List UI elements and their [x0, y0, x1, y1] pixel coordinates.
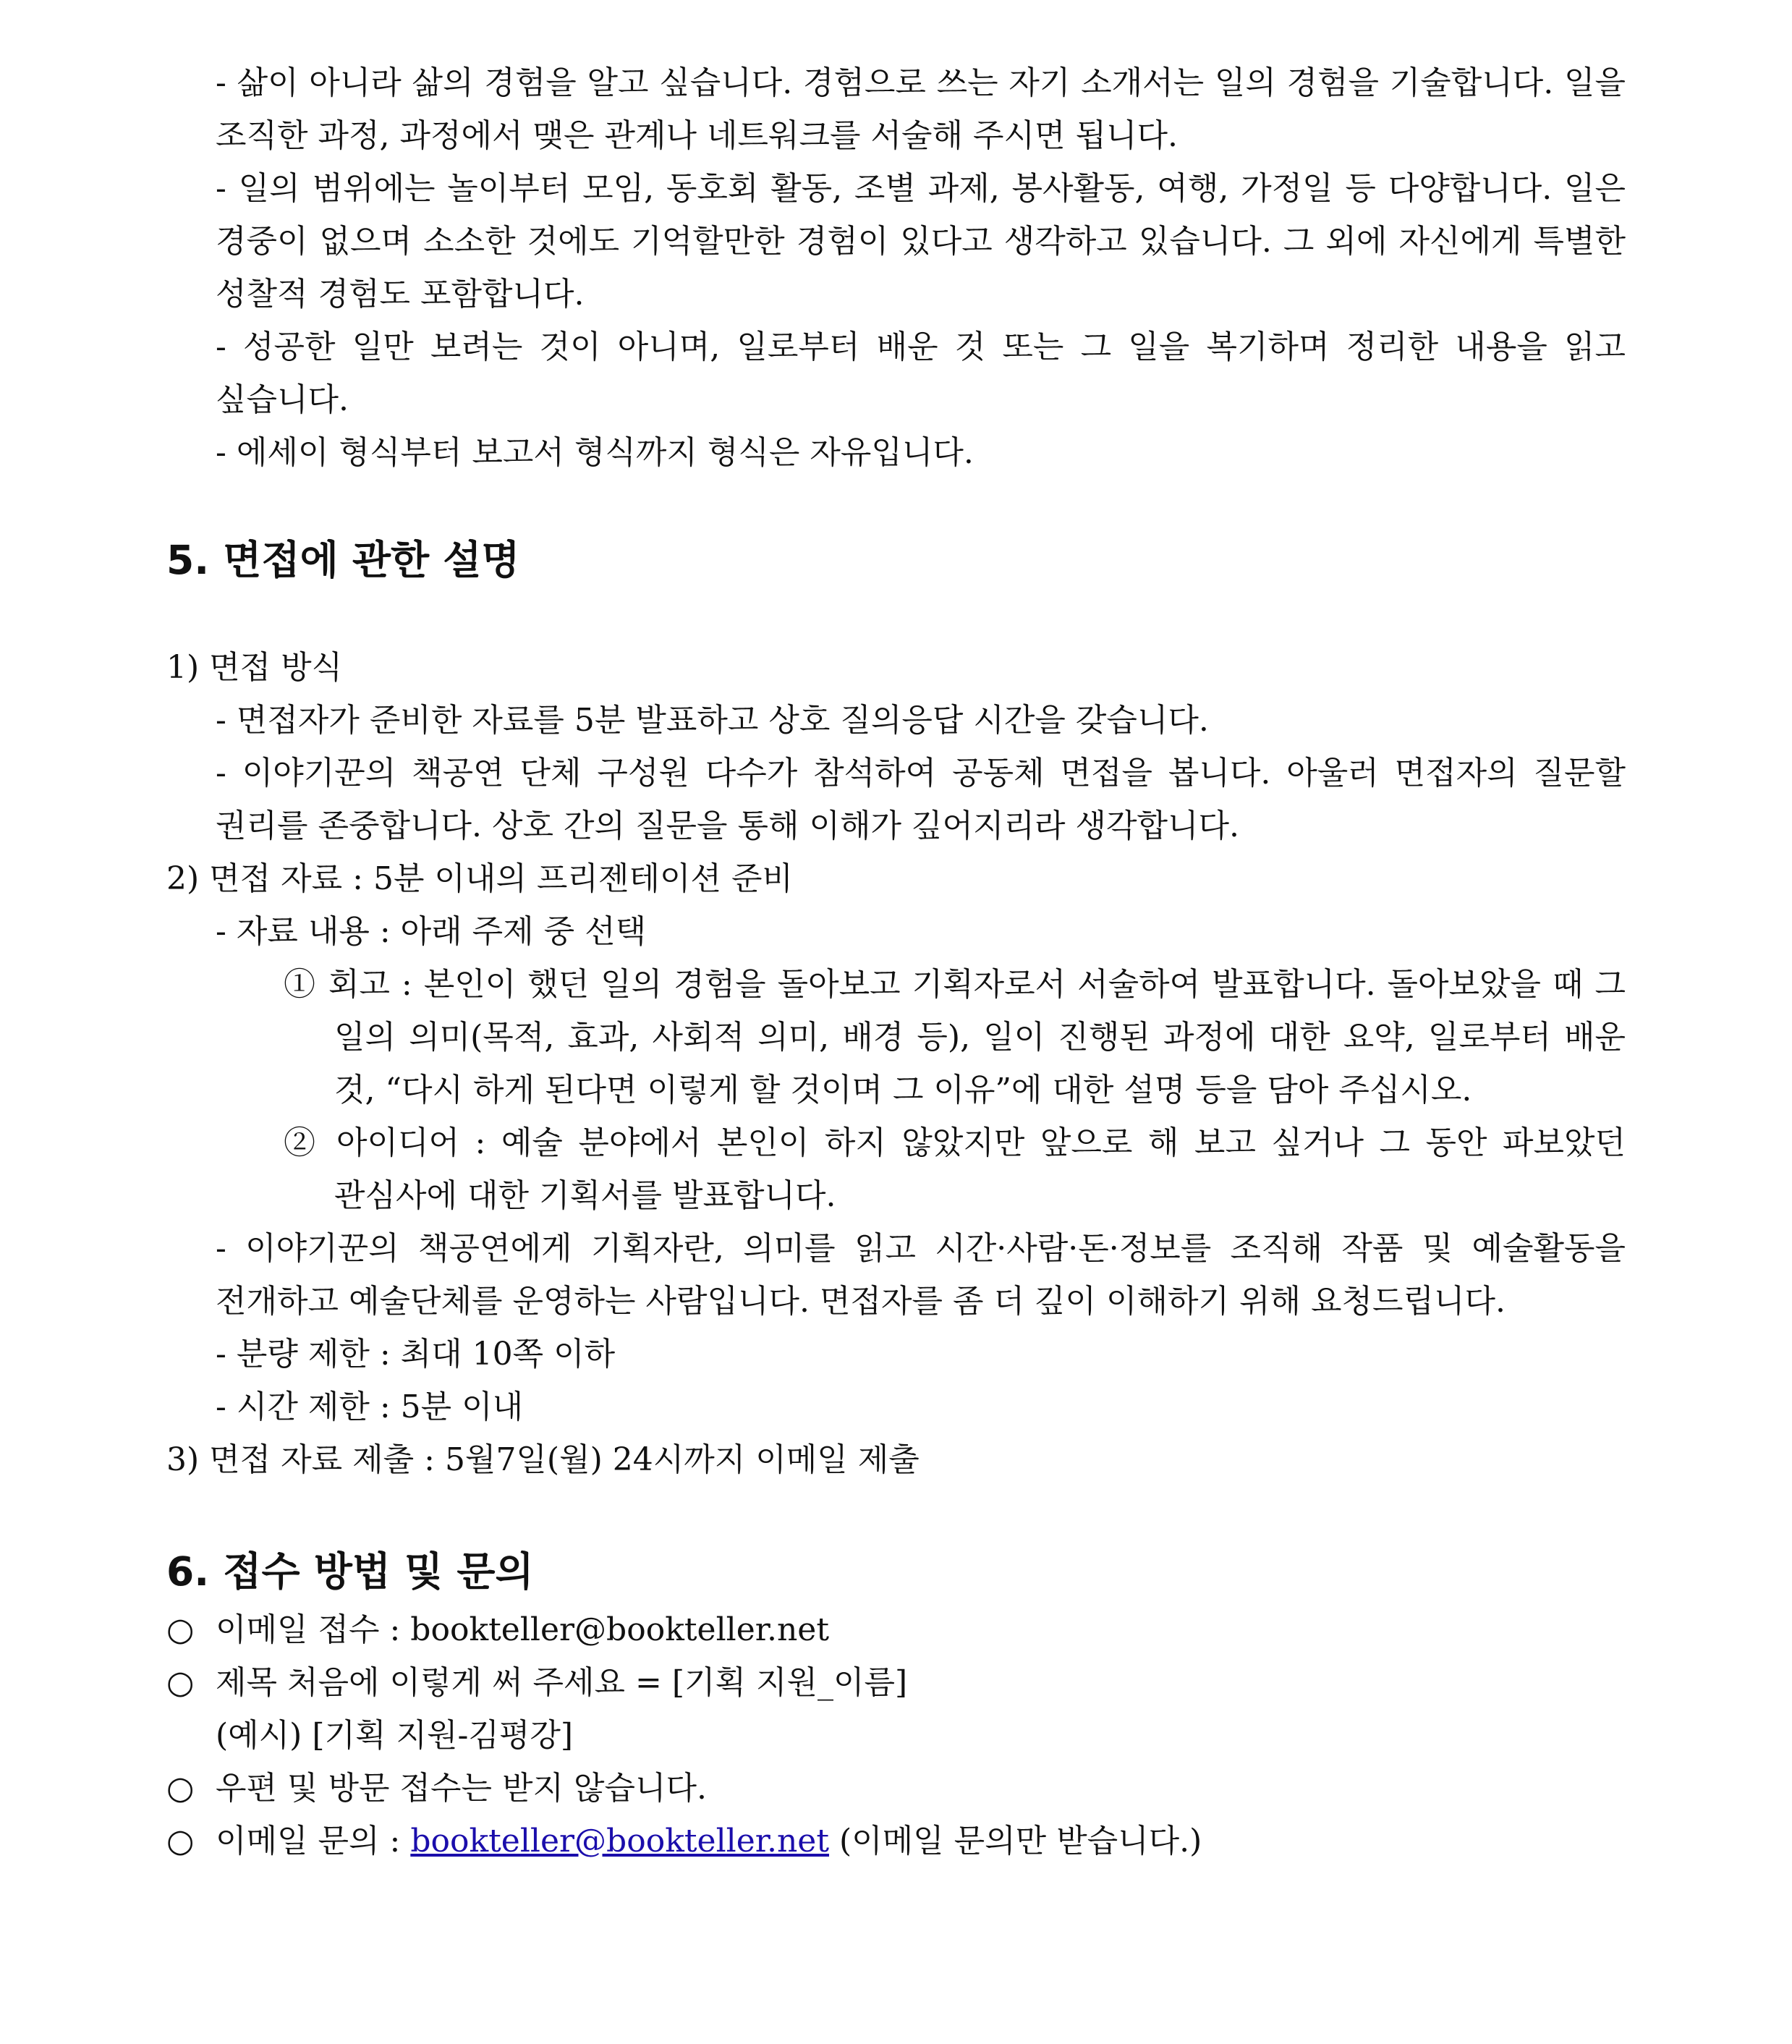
material-submission: 3) 면접 자료 제출 : 5월7일(월) 24시까지 이메일 제출: [166, 1441, 920, 1478]
circle-bullet-icon: ○: [166, 1770, 195, 1807]
subject-format: 제목 처음에 이렇게 써 주세요 = [기획 지원_이름]: [216, 1664, 908, 1701]
circle-bullet-icon: ○: [166, 1611, 195, 1648]
time-limit: - 시간 제한 : 5분 이내: [216, 1388, 524, 1425]
circle-bullet-icon: ○: [166, 1823, 195, 1859]
section4-bullet: - 일의 범위에는 놀이부터 모임, 동호회 활동, 조별 과제, 봉사활동, 여행, 가정일 등 다양합니다. 일은 경중이 없으며 소소한 것에도 기억할만한 경험이 있다고 생각하고 있습니다. 그 외에 자신에게 특별한 성찰적 경험도 포함합니다.: [216, 170, 1626, 313]
material-option-idea: ② 아이디어 : 예술 분야에서 본인이 하지 않았지만 앞으로 해 보고 싶거나 그 동안 파보았던 관심사에 대한 기획서를 발표합니다.: [284, 1124, 1626, 1214]
interview-method-bullet: - 면접자가 준비한 자료를 5분 발표하고 상호 질의응답 시간을 갖습니다.: [216, 702, 1209, 739]
page-limit: - 분량 제한 : 최대 10쪽 이하: [216, 1336, 616, 1373]
section4-bullet: - 삶이 아니라 삶의 경험을 알고 싶습니다. 경험으로 쓰는 자기 소개서는 일의 경험을 기술합니다. 일을 조직한 과정, 과정에서 맺은 관계나 네트워크를 서술해 주시면 됩니다.: [216, 64, 1626, 154]
inquiry-prefix: 이메일 문의 :: [216, 1823, 411, 1859]
section6-body: [166, 1603, 1626, 1867]
list-item: [166, 1815, 1626, 1867]
subject-example: (예시) [기획 지원-김평강]: [216, 1717, 574, 1754]
interview-method-bullet: - 이야기꾼의 책공연 단체 구성원 다수가 참석하여 공동체 면접을 봅니다. 아울러 면접자의 질문할 권리를 존중합니다. 상호 간의 질문을 통해 이해가 깊어지리라 생각합니다.: [216, 755, 1626, 844]
section5-heading: 5. 면접에 관한 설명: [166, 537, 520, 583]
section5-body: [166, 641, 1626, 1486]
list-item: [166, 1762, 1626, 1815]
section6-heading: 6. 접수 방법 및 문의: [166, 1548, 534, 1595]
list-item: [166, 1656, 1626, 1709]
planner-definition-note: - 이야기꾼의 책공연에게 기획자란, 의미를 읽고 시간·사람·돈·정보를 조직해 작품 및 예술활동을 전개하고 예술단체를 운영하는 사람입니다. 면접자를 좀 더 깊이 이해하기 위해 요청드립니다.: [216, 1230, 1626, 1320]
list-item: [166, 1603, 1626, 1656]
interview-material-label: 2) 면접 자료 : 5분 이내의 프리젠테이션 준비: [166, 860, 793, 897]
section4-bullet: - 에세이 형식부터 보고서 형식까지 형식은 자유입니다.: [216, 434, 974, 471]
section4-continuation: [166, 56, 1626, 479]
inquiry-email-link[interactable]: bookteller@bookteller.net: [410, 1823, 830, 1859]
interview-method-label: 1) 면접 방식: [166, 649, 343, 686]
circle-bullet-icon: ○: [166, 1664, 195, 1701]
no-mail-visit: 우편 및 방문 접수는 받지 않습니다.: [216, 1770, 707, 1807]
material-option-retrospect: ① 회고 : 본인이 했던 일의 경험을 돌아보고 기획자로서 서술하여 발표합니다. 돌아보았을 때 그 일의 의미(목적, 효과, 사회적 의미, 배경 등), 일이 진행된 과정에 대한 요약, 일로부터 배운 것, “다시 하게 된다면 이렇게 할 것이며 그 이유”에 대한 설명 등을 담아 주십시오.: [284, 966, 1626, 1108]
email-submission: 이메일 접수 : bookteller@bookteller.net: [216, 1611, 830, 1648]
material-content-label: - 자료 내용 : 아래 주제 중 선택: [216, 913, 647, 950]
inquiry-suffix: (이메일 문의만 받습니다.): [829, 1823, 1202, 1859]
section4-bullet: - 성공한 일만 보려는 것이 아니며, 일로부터 배운 것 또는 그 일을 복기하며 정리한 내용을 읽고 싶습니다.: [216, 328, 1626, 418]
